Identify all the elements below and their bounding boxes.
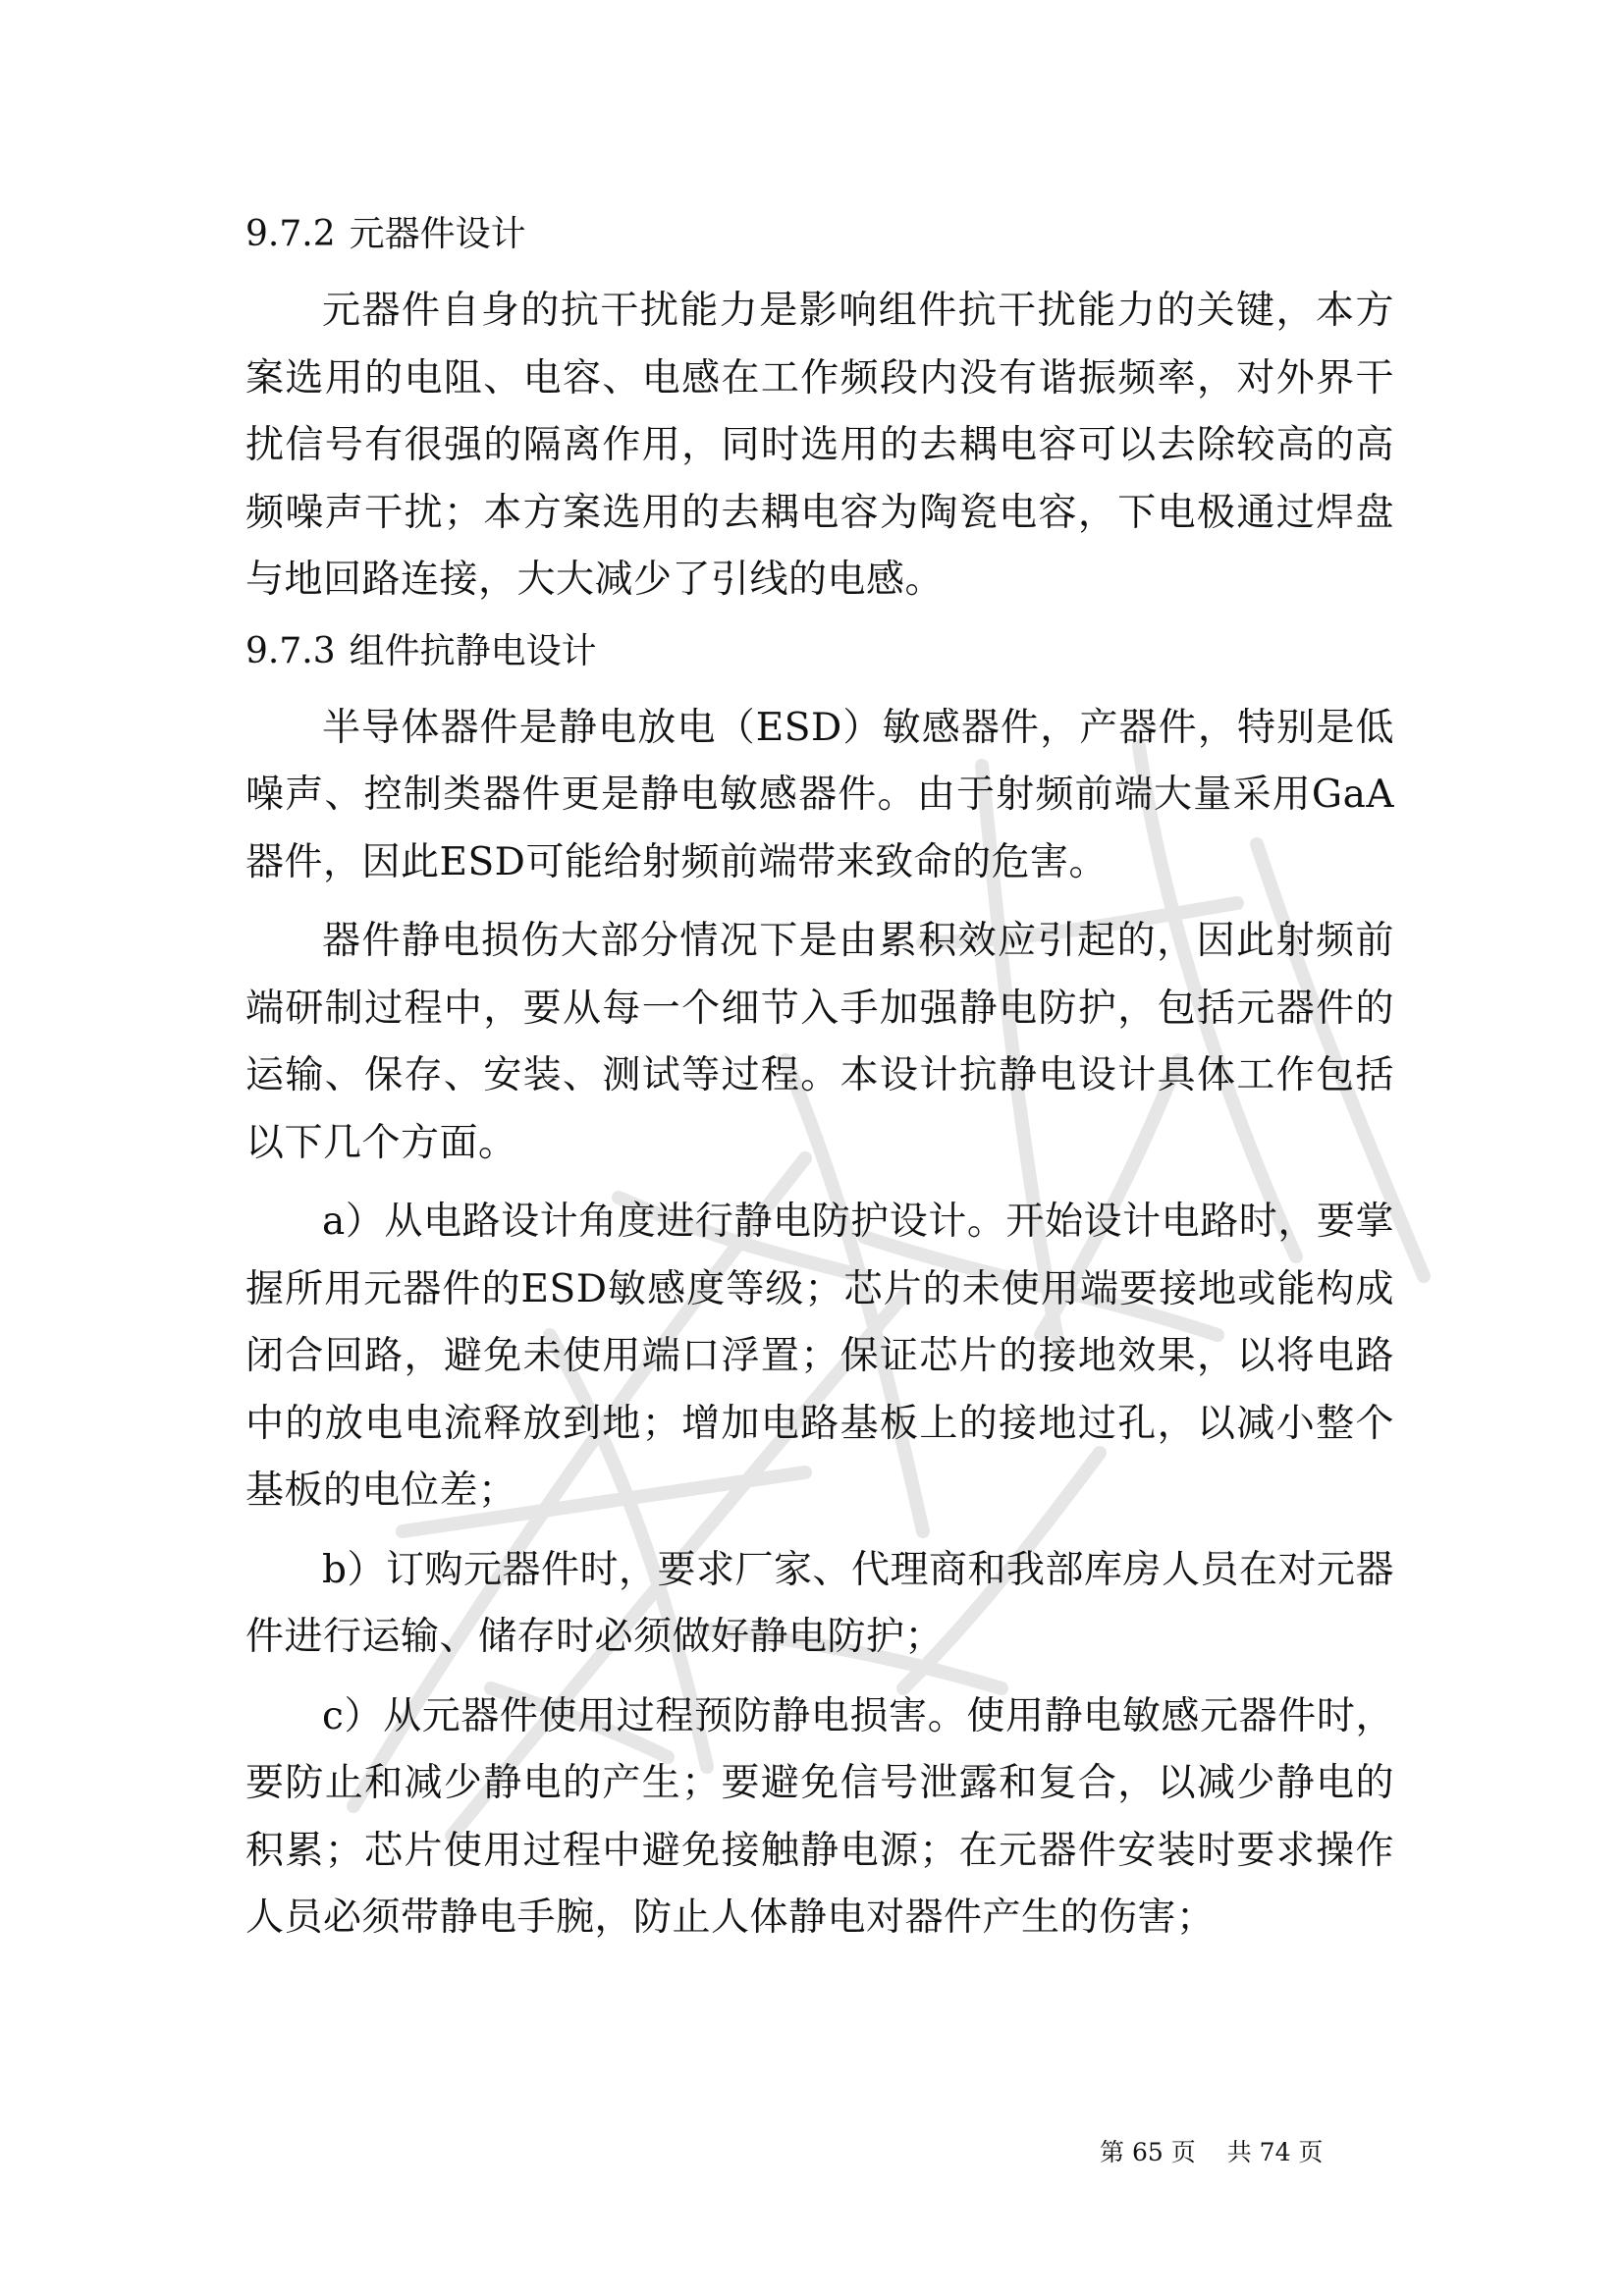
page-footer [1100, 2138, 1323, 2167]
section-title: 组件抗静电设计 [349, 630, 597, 671]
section-heading-973 [245, 628, 1394, 675]
section-heading-972 [245, 211, 1394, 258]
paragraph: 元器件自身的抗干扰能力是影响组件抗干扰能力的关键，本方案选用的电阻、电容、电感在工作频段内没有谐振频率，对外界干扰信号有很强的隔离作用，同时选用的去耦电容可以去除较高的高频噪声干扰；本方案选用的去耦电容为陶瓷电容，下电极通过焊盘与地回路连接，大大减少了引线的电感。 [245, 289, 1394, 602]
paragraph: 半导体器件是静电放电（ESD）敏感器件，产器件，特别是低噪声、控制类器件更是静电敏感器件。由于射频前端大量采用GaA器件，因此ESD可能给射频前端带来致命的危害。 [245, 705, 1394, 884]
list-item-b: b）订购元器件时，要求厂家、代理商和我部库房人员在对元器件进行运输、储存时必须做好静电防护； [245, 1547, 1394, 1659]
section-title: 元器件设计 [349, 214, 526, 254]
section-number: 9.7.3 [245, 630, 336, 671]
list-item-a: a）从电路设计角度进行静电防护设计。开始设计电路时，要掌握所用元器件的ESD敏感度等级；芯片的未使用端要接地或能构成闭合回路，避免未使用端口浮置；保证芯片的接地效果，以将电路中的放电电流释放到地；增加电路基板上的接地过孔，以减小整个基板的电位差； [245, 1200, 1394, 1513]
section-number: 9.7.2 [245, 214, 336, 254]
total-pages: 共 74 页 [1226, 2138, 1324, 2166]
list-item-c: c）从元器件使用过程预防静电损害。使用静电敏感元器件时，要防止和减少静电的产生；要避免信号泄露和复合，以减少静电的积累；芯片使用过程中避免接触静电源；在元器件安装时要求操作人员必须带静电手腕，防止人体静电对器件产生的伤害； [245, 1693, 1394, 1940]
document-body [245, 211, 1394, 1952]
paragraph: 器件静电损伤大部分情况下是由累积效应引起的，因此射频前端研制过程中，要从每一个细节入手加强静电防护，包括元器件的运输、保存、安装、测试等过程。本设计抗静电设计具体工作包括以下几个方面。 [245, 919, 1394, 1165]
page-number: 第 65 页 [1100, 2138, 1196, 2166]
